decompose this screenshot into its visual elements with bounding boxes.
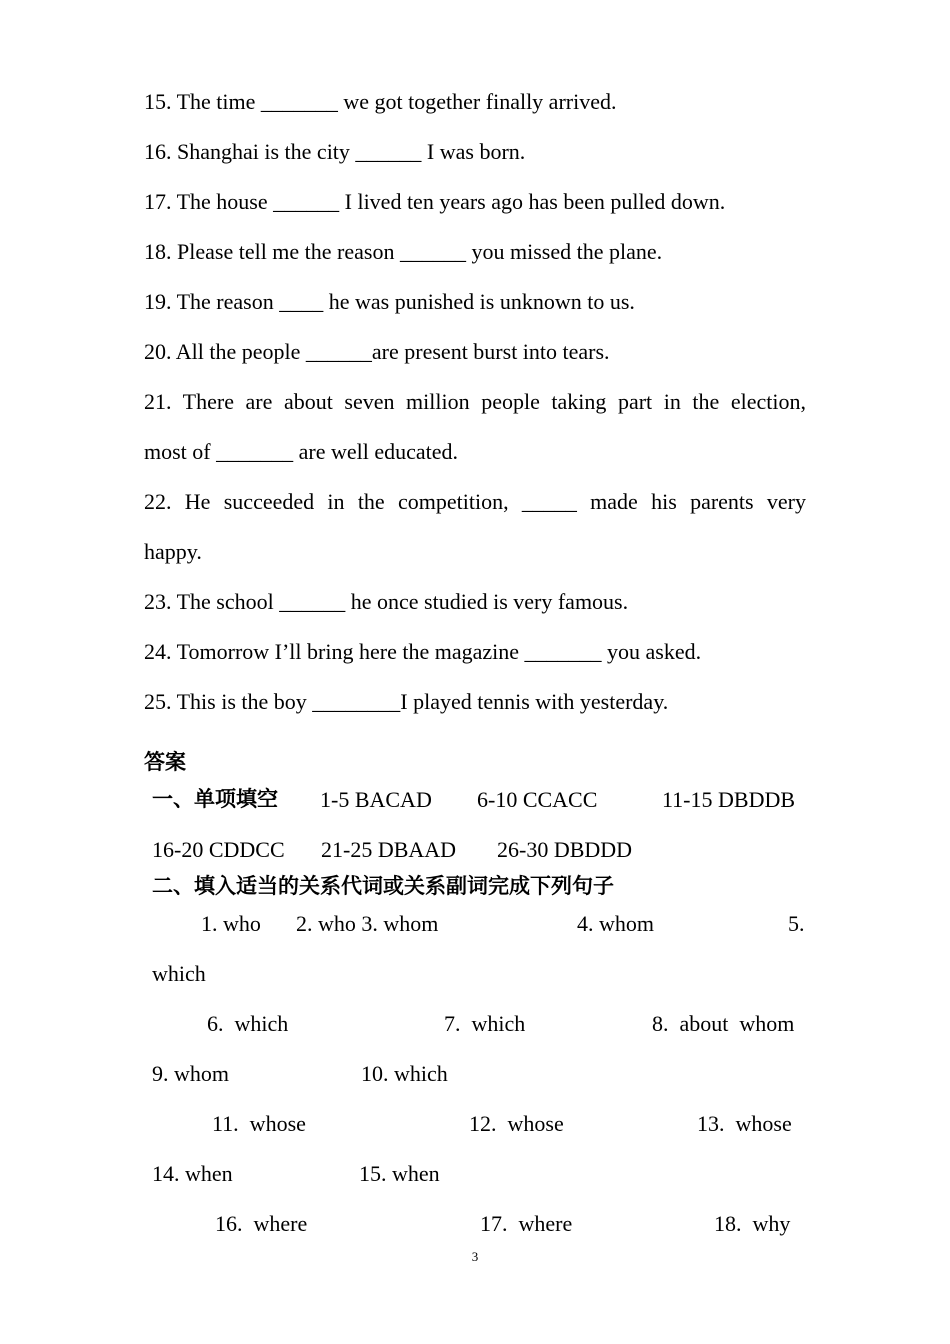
question-24: 24. Tomorrow I’ll bring here the magazine _______ you asked. — [144, 639, 702, 664]
answer-item: 1. who — [201, 911, 261, 936]
answer-item: 13. whose — [697, 1111, 792, 1136]
answer-item: 17. where — [480, 1211, 573, 1236]
answer-item: 5. — [788, 911, 805, 936]
answer-item: 15. when — [359, 1161, 440, 1186]
answers-heading: 答案 — [144, 750, 186, 774]
answer-group: 21-25 DBAAD — [321, 837, 457, 862]
answer-item: 18. why — [714, 1211, 791, 1236]
question-16: 16. Shanghai is the city ______ I was born. — [144, 139, 526, 164]
answer-item: which — [152, 961, 206, 986]
question-17: 17. The house ______ I lived ten years ago has been pulled down. — [144, 189, 726, 214]
section2-title: 二、填入适当的关系代词或关系副词完成下列句子 — [152, 874, 614, 898]
answer-group: 1-5 BACAD — [320, 787, 432, 812]
answer-item: 9. whom — [152, 1061, 229, 1086]
answer-item: 6. which — [207, 1011, 289, 1036]
question-25: 25. This is the boy ________I played tennis with yesterday. — [144, 689, 669, 714]
answer-item: 7. which — [444, 1011, 526, 1036]
answer-item: 16. where — [215, 1211, 308, 1236]
answer-item: 11. whose — [212, 1111, 306, 1136]
question-22-line2: happy. — [144, 539, 202, 564]
question-21-line2: most of _______ are well educated. — [144, 439, 459, 464]
question-20: 20. All the people ______are present burst into tears. — [144, 339, 610, 364]
question-19: 19. The reason ____ he was punished is unknown to us. — [144, 289, 635, 314]
page-number: 3 — [471, 1249, 479, 1264]
answer-item: 14. when — [152, 1161, 233, 1186]
answer-group: 6-10 CCACC — [477, 787, 598, 812]
answer-item: 12. whose — [469, 1111, 564, 1136]
question-22-line1: 22. He succeeded in the competition, _____ made his parents very — [144, 489, 806, 514]
answer-group: 26-30 DBDDD — [497, 837, 633, 862]
question-15: 15. The time _______ we got together finally arrived. — [144, 89, 617, 114]
question-18: 18. Please tell me the reason ______ you missed the plane. — [144, 239, 663, 264]
question-23: 23. The school ______ he once studied is very famous. — [144, 589, 629, 614]
answer-item: 4. whom — [577, 911, 654, 936]
answer-item: 8. about whom — [652, 1011, 795, 1036]
answer-group: 11-15 DBDDB — [662, 787, 796, 812]
answer-item: 2. who 3. whom — [296, 911, 439, 936]
answer-group: 16-20 CDDCC — [152, 837, 285, 862]
answer-item: 10. which — [361, 1061, 448, 1086]
section1-title: 一、单项填空 — [152, 787, 278, 811]
question-21-line1: 21. There are about seven million people taking part in the election, — [144, 389, 806, 414]
